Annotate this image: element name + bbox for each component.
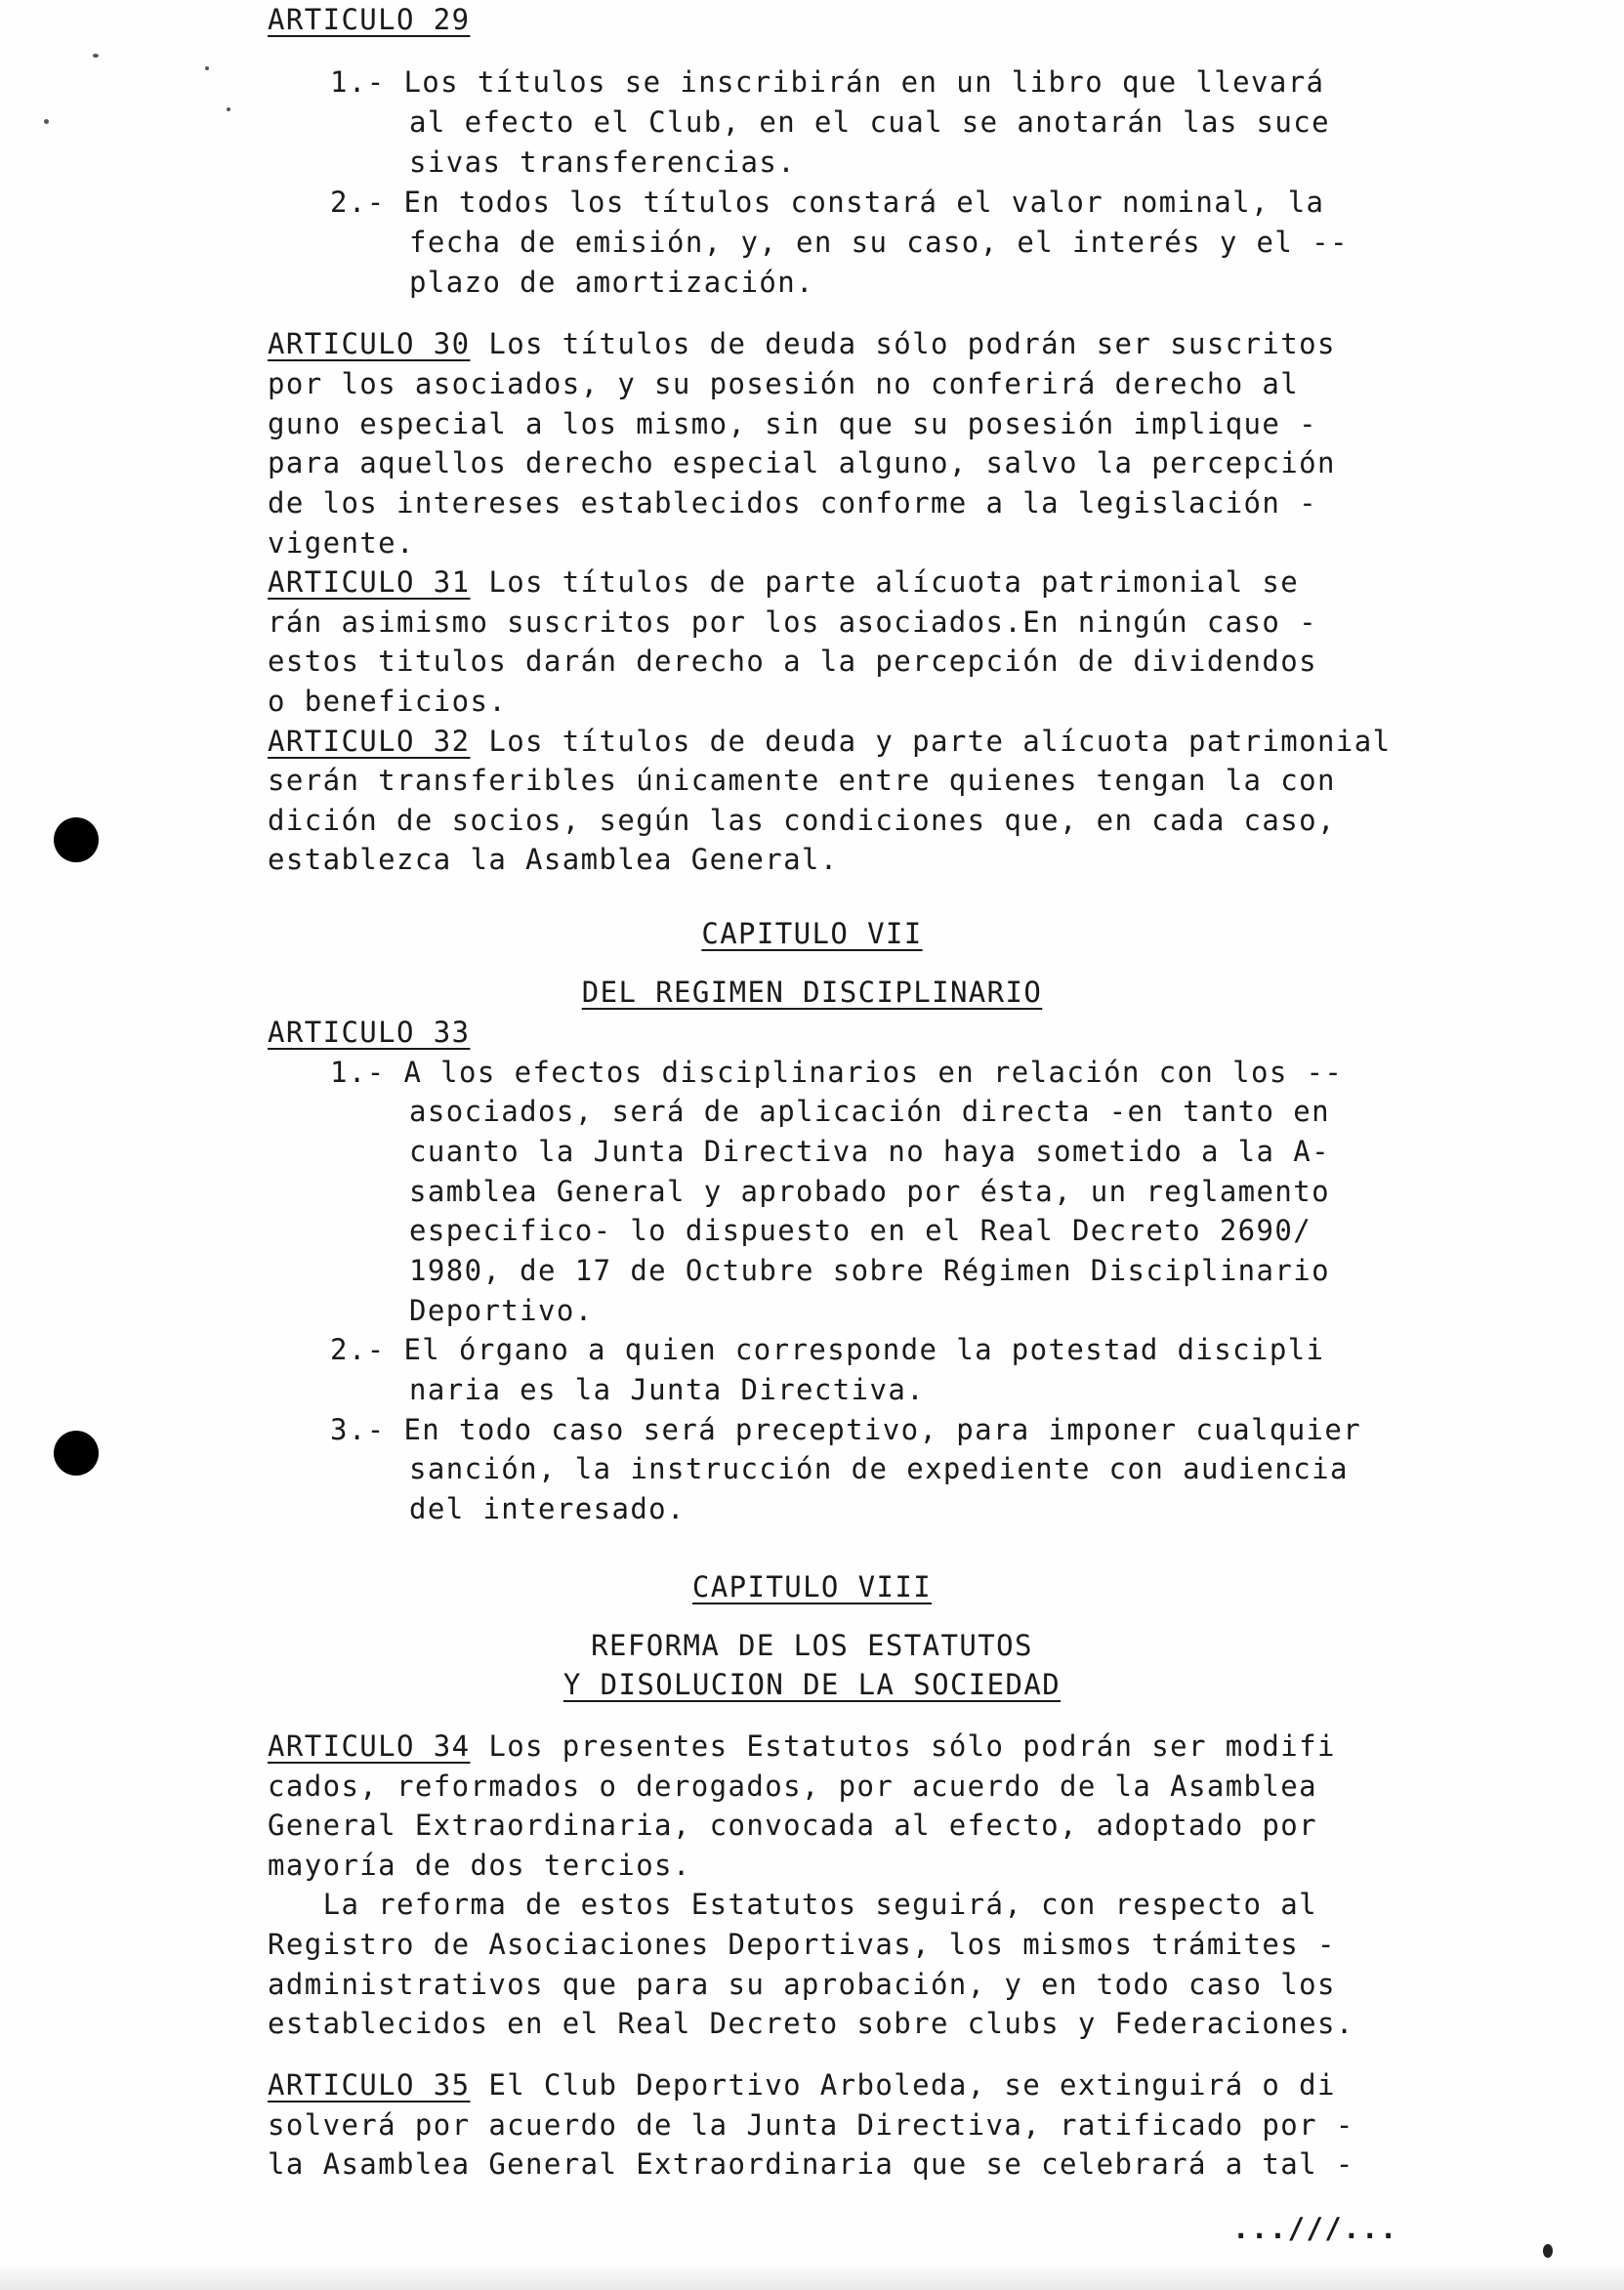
chapter-7-title: CAPITULO VII [701,917,923,950]
article-29-heading: ARTICULO 29 [268,3,471,36]
punch-hole-lower [54,1431,99,1476]
article-29-item-2-line-1: 2.- En todos los títulos constará el valor nominal, la [330,186,1325,219]
article-33-heading: ARTICULO 33 [268,1016,471,1049]
article-31-heading: ARTICULO 31 [268,565,471,599]
article-33-item-1-line-7: Deportivo. [409,1294,594,1327]
article-33-item-3-line-2: sanción, la instrucción de expediente con audiencia [409,1452,1349,1485]
article-33-item-1-line-4: samblea General y aprobado por ésta, un reglamento [409,1175,1330,1208]
article-34-heading: ARTICULO 34 [268,1729,471,1763]
article-34-line-1: ARTICULO 34 Los presentes Estatutos sólo podrán ser modifi [268,1729,1336,1763]
article-34-line-4: mayoría de dos tercios. [268,1849,691,1882]
chapter-8-subtitle-1: REFORMA DE LOS ESTATUTOS [591,1629,1033,1662]
article-30-line-4: para aquellos derecho especial alguno, salvo la percepción [268,446,1336,479]
article-32-heading: ARTICULO 32 [268,725,471,758]
article-31-line-3: estos titulos darán derecho a la percepción de dividendos [268,645,1317,678]
article-34-line-6: Registro de Asociaciones Deportivas, los mismos trámites - [268,1928,1336,1961]
article-35-heading: ARTICULO 35 [268,2068,471,2102]
article-33-item-1-line-6: 1980, de 17 de Octubre sobre Régimen Disciplinario [409,1254,1330,1287]
article-33-item-2-line-2: naria es la Junta Directiva. [409,1373,926,1406]
article-35-line-2: solverá por acuerdo de la Junta Directiva, ratificado por - [268,2108,1354,2142]
article-34-line-5: La reforma de estos Estatutos seguirá, con respecto al [268,1888,1317,1921]
article-32-line-2: serán transferibles únicamente entre quienes tengan la con [268,764,1336,797]
article-30-line-6: vigente. [268,526,415,560]
article-35-line-1: ARTICULO 35 El Club Deportivo Arboleda, se extinguirá o di [268,2068,1336,2102]
article-31-line-1: ARTICULO 31 Los títulos de parte alícuota patrimonial se [268,565,1300,599]
article-29-item-2-line-2: fecha de emisión, y, en su caso, el interés y el -- [409,226,1349,259]
article-31-line-2: rán asimismo suscritos por los asociados.En ningún caso - [268,605,1317,639]
chapter-8-subtitle-2: Y DISOLUCION DE LA SOCIEDAD [562,1668,1062,1701]
article-29-item-1-line-1: 1.- Los títulos se inscribirán en un libro que llevará [330,65,1325,99]
article-34-line-7: administrativos que para su aprobación, y en todo caso los [268,1968,1336,2001]
article-32-line-3: dición de socios, según las condiciones que, en cada caso, [268,804,1336,837]
article-33-item-3-line-1: 3.- En todo caso será preceptivo, para imponer cualquier [330,1413,1362,1446]
article-32-line-1: ARTICULO 32 Los títulos de deuda y parte alícuota patrimonial [268,725,1392,758]
scan-speck [205,66,209,70]
scan-speck [1543,2244,1553,2258]
scan-speck [44,119,49,124]
article-33-item-1-line-1: 1.- A los efectos disciplinarios en relación con los -- [330,1056,1344,1089]
article-32-line-4: establezca la Asamblea General. [268,843,839,876]
article-33-item-1-line-3: cuanto la Junta Directiva no haya sometido a la A- [409,1135,1330,1168]
article-33-item-1-line-5: especifico- lo dispuesto en el Real Decreto 2690/ [409,1214,1312,1247]
article-29-item-2-line-3: plazo de amortización. [409,266,814,299]
article-33-item-3-line-3: del interesado. [409,1492,686,1525]
article-30-line-1: ARTICULO 30 Los títulos de deuda sólo podrán ser suscritos [268,327,1336,360]
article-33-item-1-line-2: asociados, será de aplicación directa -en tanto en [409,1095,1330,1128]
article-30-line-5: de los intereses establecidos conforme a la legislación - [268,486,1317,520]
chapter-8-title: CAPITULO VIII [691,1570,933,1603]
scan-bottom-edge [0,2264,1624,2290]
article-30-line-2: por los asociados, y su posesión no conferirá derecho al [268,367,1300,400]
article-29-item-1-line-2: al efecto el Club, en el cual se anotarán las suce [409,105,1330,139]
article-34-line-3: General Extraordinaria, convocada al efecto, adoptado por [268,1809,1317,1842]
article-31-line-4: o beneficios. [268,685,508,718]
article-30-line-3: guno especial a los mismo, sin que su posesión implique - [268,407,1317,440]
article-33-item-2-line-1: 2.- El órgano a quien corresponde la potestad discipli [330,1333,1325,1366]
article-30-heading: ARTICULO 30 [268,327,471,360]
scan-speck [93,54,99,58]
scan-speck [227,107,230,111]
article-34-line-8: establecidos en el Real Decreto sobre clubs y Federaciones. [268,2007,1354,2040]
article-35-line-3: la Asamblea General Extraordinaria que se celebrará a tal - [268,2147,1354,2181]
article-29-item-1-line-3: sivas transferencias. [409,146,797,179]
article-34-line-2: cados, reformados o derogados, por acuerdo de la Asamblea [268,1770,1317,1803]
continuation-marker: ...///... [1232,2212,1398,2245]
chapter-7-subtitle: DEL REGIMEN DISCIPLINARIO [581,976,1043,1009]
punch-hole-upper [54,817,99,862]
